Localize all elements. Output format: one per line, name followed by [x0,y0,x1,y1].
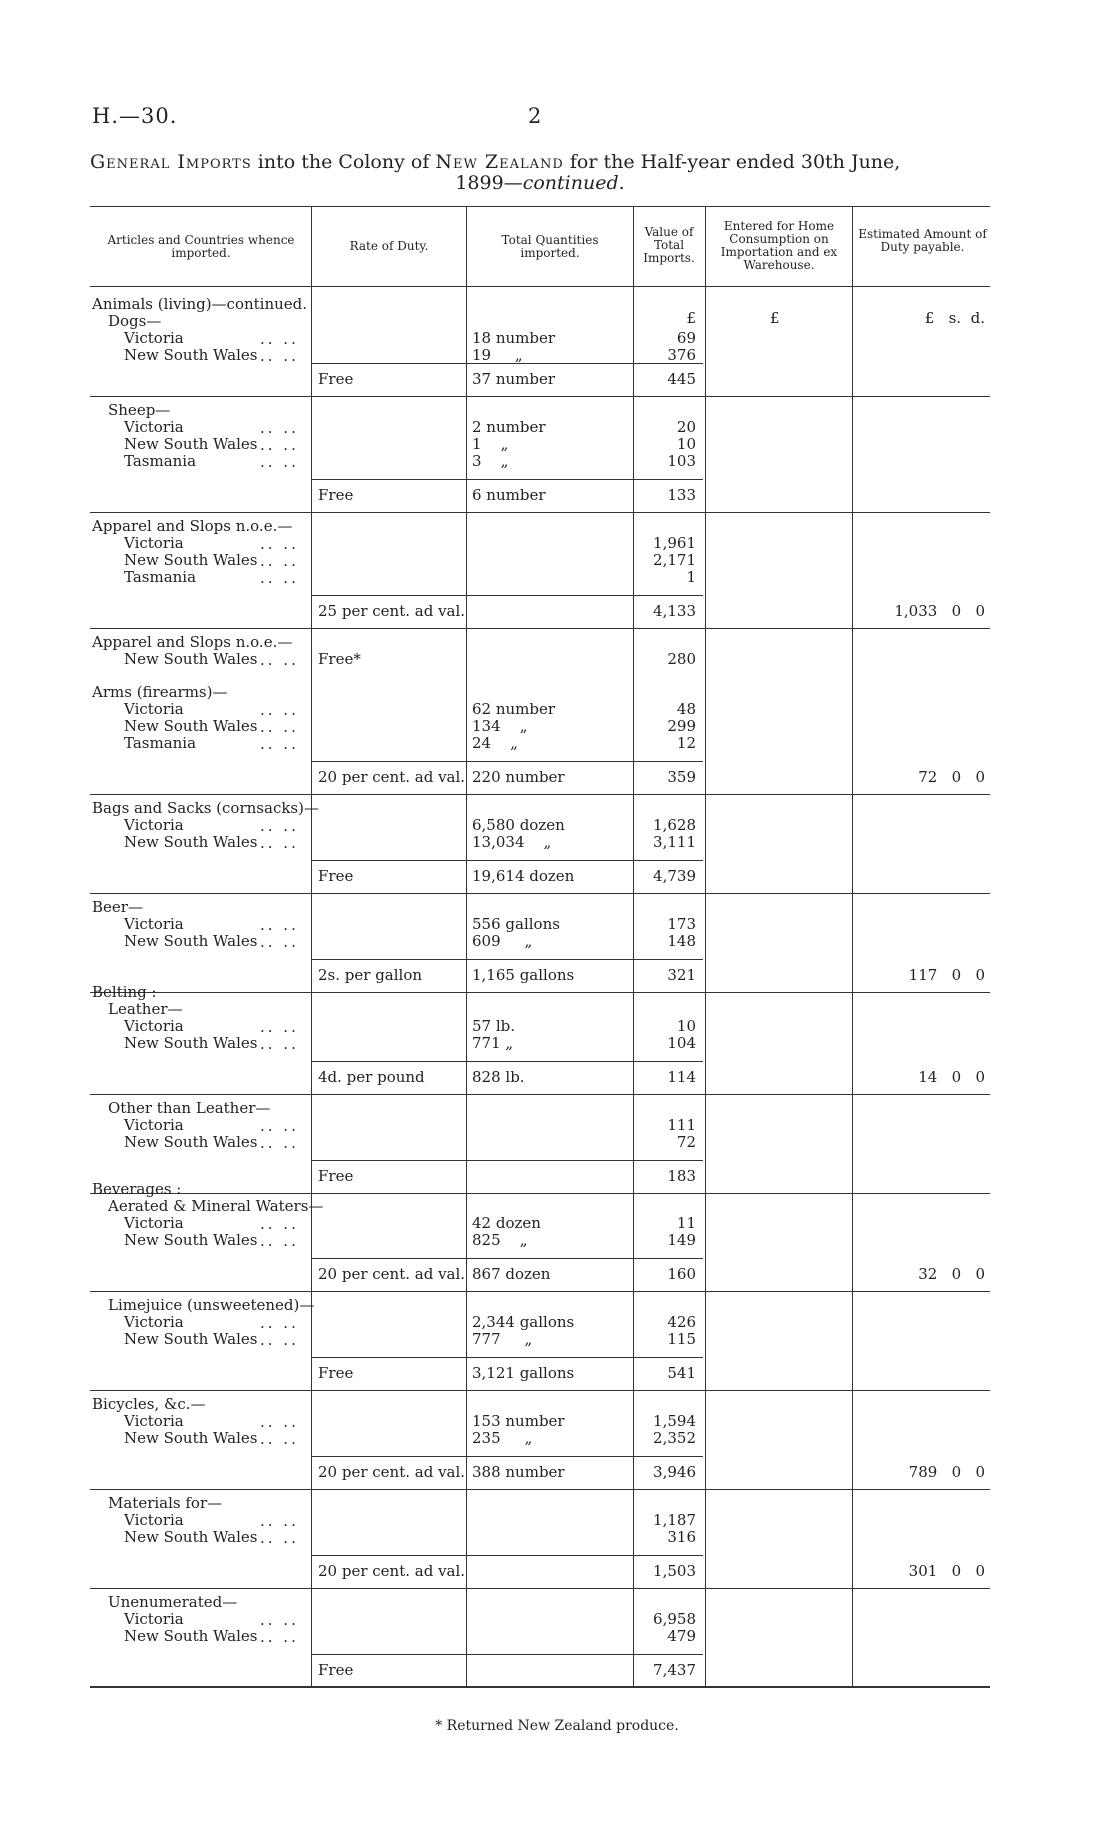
leader-dots: .. .. [260,535,299,553]
col-divider-2 [466,206,467,1686]
row-value: 11 [676,1214,696,1232]
row-value: 72 [676,1133,696,1151]
row-quantity: 609 „ [472,932,533,950]
row-article: Beverages : [92,1180,182,1198]
row-quantity: 556 gallons [472,915,560,933]
row-rate: 20 per cent. ad val. [318,1463,466,1481]
title-continued: continued. [522,172,625,194]
row-value: 299 [667,717,696,735]
row-article: New South Wales [124,1231,258,1249]
row-quantity: 6,580 dozen [472,816,565,834]
row-article: Victoria [124,1511,184,1529]
leader-dots: .. .. [260,933,299,951]
row-quantity: 220 number [472,768,565,786]
row-quantity: 771 „ [472,1034,514,1052]
row-value: 316 [667,1528,696,1546]
section-rule [90,893,990,894]
row-value: 48 [676,700,696,718]
section-rule [90,1687,990,1688]
row-value: 183 [667,1167,696,1185]
leader-dots: .. .. [260,453,299,471]
row-value: 173 [667,915,696,933]
row-quantity: 867 dozen [472,1265,551,1283]
leader-dots: .. .. [260,436,299,454]
row-rate: 20 per cent. ad val. [318,1562,466,1580]
row-article: Leather— [108,1000,183,1018]
row-value: 149 [667,1231,696,1249]
row-article: Victoria [124,1412,184,1430]
leader-dots: .. .. [260,817,299,835]
leader-dots: .. .. [260,1134,299,1152]
total-rule [311,761,703,762]
leader-dots: .. .. [260,735,299,753]
section-rule [90,794,990,795]
total-rule [311,1160,703,1161]
title-part1-rest: into the Colony of [251,151,436,173]
col-header-quantities: Total Quantities imported. [501,233,599,260]
row-value: 359 [667,768,696,786]
section-rule [90,1193,990,1194]
section-rule [90,992,990,993]
row-rate: 25 per cent. ad val. [318,602,466,620]
row-article: Victoria [124,418,184,436]
leader-dots: .. .. [260,419,299,437]
row-value: 69 [676,329,696,347]
row-value: 6,958 [653,1610,696,1628]
row-article: Limejuice (unsweetened)— [108,1296,315,1314]
row-article: New South Wales [124,551,258,569]
total-rule [311,363,703,364]
row-value: 426 [667,1313,696,1331]
row-value: 1 [686,568,696,586]
page-number: 2 [528,104,542,128]
total-rule [311,959,703,960]
unit-value: £ [686,309,696,327]
col-header-articles: Articles and Countries whence imported. [107,233,295,260]
row-value: 133 [667,486,696,504]
row-quantity: 777 „ [472,1330,533,1348]
leader-dots: .. .. [260,1529,299,1547]
row-article: Victoria [124,915,184,933]
row-rate: Free [318,1167,354,1185]
col-header-entered: Entered for Home Consumption on Importation and ex Warehouse. [720,219,838,272]
row-estimated: 32 0 0 [918,1265,985,1283]
row-article: Apparel and Slops n.o.e.— [92,633,293,651]
row-article: New South Wales [124,346,258,364]
section-rule [90,1094,990,1095]
section-rule [90,512,990,513]
leader-dots: .. .. [260,552,299,570]
unit-entered: £ [770,309,780,327]
total-rule [311,479,703,480]
row-article: Beer— [92,898,143,916]
row-article: New South Wales [124,435,258,453]
col-header-value: Value of Total Imports. [643,225,695,265]
row-estimated: 1,033 0 0 [894,602,985,620]
row-rate: 4d. per pound [318,1068,425,1086]
row-quantity: 2 number [472,418,546,436]
row-value: 103 [667,452,696,470]
row-value: 104 [667,1034,696,1052]
row-article: Victoria [124,1313,184,1331]
leader-dots: .. .. [260,347,299,365]
leader-dots: .. .. [260,1512,299,1530]
row-quantity: 13,034 „ [472,833,552,851]
total-rule [311,1258,703,1259]
title-part2-rest: for the Half-year ended 30th June, [563,151,901,173]
title-part1: General Imports [90,151,252,173]
row-quantity: 57 lb. [472,1017,516,1035]
row-quantity: 62 number [472,700,556,718]
row-article: Tasmania [124,568,197,586]
row-article: Bags and Sacks (cornsacks)— [92,799,319,817]
unit-estimated: £ s. d. [924,309,985,327]
total-rule [311,595,703,596]
row-article: New South Wales [124,1133,258,1151]
row-value: 4,133 [653,602,696,620]
section-rule [90,1291,990,1292]
leader-dots: .. .. [260,916,299,934]
row-rate: Free [318,1364,354,1382]
leader-dots: .. .. [260,834,299,852]
col-divider-5 [852,206,853,1686]
page-title [90,152,990,194]
row-article: Materials for— [108,1494,223,1512]
section-rule [90,1489,990,1490]
leader-dots: .. .. [260,1430,299,1448]
row-value: 115 [667,1330,696,1348]
total-rule [311,1555,703,1556]
row-article: Victoria [124,534,184,552]
row-estimated: 14 0 0 [918,1068,985,1086]
row-article: Victoria [124,1017,184,1035]
row-quantity: 1,165 gallons [472,966,575,984]
row-value: 479 [667,1627,696,1645]
row-quantity: 388 number [472,1463,565,1481]
row-value: 4,739 [653,867,696,885]
row-rate: Free [318,486,354,504]
row-value: 1,187 [653,1511,696,1529]
section-rule [90,1390,990,1391]
leader-dots: .. .. [260,718,299,736]
row-value: 321 [667,966,696,984]
table-top-rule [90,206,990,207]
row-article: Animals (living)—continued. [92,295,308,313]
row-article: New South Wales [124,650,258,668]
row-value: 2,171 [653,551,696,569]
row-value: 111 [667,1116,696,1134]
row-estimated: 72 0 0 [918,768,985,786]
row-value: 2,352 [653,1429,696,1447]
row-value: 12 [676,734,696,752]
row-quantity: 37 number [472,370,556,388]
leader-dots: .. .. [260,1232,299,1250]
row-article: Victoria [124,1610,184,1628]
row-article: New South Wales [124,1034,258,1052]
leader-dots: .. .. [260,1331,299,1349]
col-header-estimated: Estimated Amount of Duty payable. [858,227,987,254]
row-article: Tasmania [124,452,197,470]
row-article: Other than Leather— [108,1099,271,1117]
row-value: 1,628 [653,816,696,834]
row-value: 3,946 [653,1463,696,1481]
row-quantity: 2,344 gallons [472,1313,575,1331]
leader-dots: .. .. [260,1611,299,1629]
row-quantity: 19,614 dozen [472,867,575,885]
row-quantity: 24 „ [472,734,518,752]
section-rule [90,1588,990,1589]
header-bottom-rule [90,286,990,287]
row-article: Victoria [124,1116,184,1134]
row-quantity: 18 number [472,329,556,347]
row-value: 280 [667,650,696,668]
row-article: Tasmania [124,734,197,752]
total-rule [311,1456,703,1457]
row-estimated: 789 0 0 [908,1463,985,1481]
row-rate: 20 per cent. ad val. [318,768,466,786]
row-quantity: 42 dozen [472,1214,541,1232]
row-value: 3,111 [653,833,696,851]
row-quantity: 134 „ [472,717,528,735]
row-quantity: 19 „ [472,346,523,364]
row-quantity: 825 „ [472,1231,528,1249]
row-article: New South Wales [124,1528,258,1546]
leader-dots: .. .. [260,1628,299,1646]
leader-dots: .. .. [260,1314,299,1332]
row-quantity: 3,121 gallons [472,1364,575,1382]
row-value: 10 [676,1017,696,1035]
row-rate: Free [318,1661,354,1679]
row-quantity: 1 „ [472,435,509,453]
row-article: Victoria [124,329,184,347]
row-rate: Free [318,370,354,388]
imports-table [90,206,990,1726]
row-article: Victoria [124,700,184,718]
total-rule [311,1654,703,1655]
col-divider-3 [633,206,634,1686]
row-estimated: 117 0 0 [908,966,985,984]
row-rate: 20 per cent. ad val. [318,1265,466,1283]
row-value: 1,961 [653,534,696,552]
row-article: Apparel and Slops n.o.e.— [92,517,293,535]
col-divider-1 [311,206,312,1686]
section-rule [90,396,990,397]
leader-dots: .. .. [260,651,299,669]
row-article: Victoria [124,1214,184,1232]
row-article: New South Wales [124,1330,258,1348]
row-value: 1,594 [653,1412,696,1430]
leader-dots: .. .. [260,1413,299,1431]
title-year: 1899— [455,172,523,194]
row-estimated: 301 0 0 [908,1562,985,1580]
section-rule [90,628,990,629]
row-article: Bicycles, &c.— [92,1395,206,1413]
col-header-rate: Rate of Duty. [349,239,429,253]
total-rule [311,1357,703,1358]
row-article: Aerated & Mineral Waters— [108,1197,324,1215]
total-rule [311,860,703,861]
row-value: 445 [667,370,696,388]
row-value: 10 [676,435,696,453]
leader-dots: .. .. [260,701,299,719]
leader-dots: .. .. [260,1117,299,1135]
row-article: New South Wales [124,717,258,735]
row-article: New South Wales [124,932,258,950]
leader-dots: .. .. [260,330,299,348]
leader-dots: .. .. [260,1018,299,1036]
row-quantity: 235 „ [472,1429,533,1447]
row-rate: 2s. per gallon [318,966,423,984]
row-value: 376 [667,346,696,364]
title-part2: New Zealand [435,151,564,173]
row-article: New South Wales [124,1429,258,1447]
row-quantity: 153 number [472,1412,565,1430]
row-value: 7,437 [653,1661,696,1679]
row-article: New South Wales [124,833,258,851]
row-value: 541 [667,1364,696,1382]
row-quantity: 6 number [472,486,546,504]
row-article: Dogs— [108,312,162,330]
row-quantity: 3 „ [472,452,509,470]
row-article: Victoria [124,816,184,834]
total-rule [311,1061,703,1062]
row-article: Arms (firearms)— [92,683,228,701]
col-divider-4 [705,206,706,1686]
row-value: 1,503 [653,1562,696,1580]
row-value: 114 [667,1068,696,1086]
header-ref: H.—30. [92,104,178,128]
row-rate: Free* [318,650,361,668]
row-rate: Free [318,867,354,885]
row-article: Belting : [92,983,157,1001]
row-article: Sheep— [108,401,171,419]
footnote: * Returned New Zealand produce. [435,1718,679,1734]
leader-dots: .. .. [260,1035,299,1053]
leader-dots: .. .. [260,1215,299,1233]
row-quantity: 828 lb. [472,1068,525,1086]
leader-dots: .. .. [260,569,299,587]
row-article: Unenumerated— [108,1593,238,1611]
row-value: 20 [676,418,696,436]
row-value: 160 [667,1265,696,1283]
row-article: New South Wales [124,1627,258,1645]
row-value: 148 [667,932,696,950]
